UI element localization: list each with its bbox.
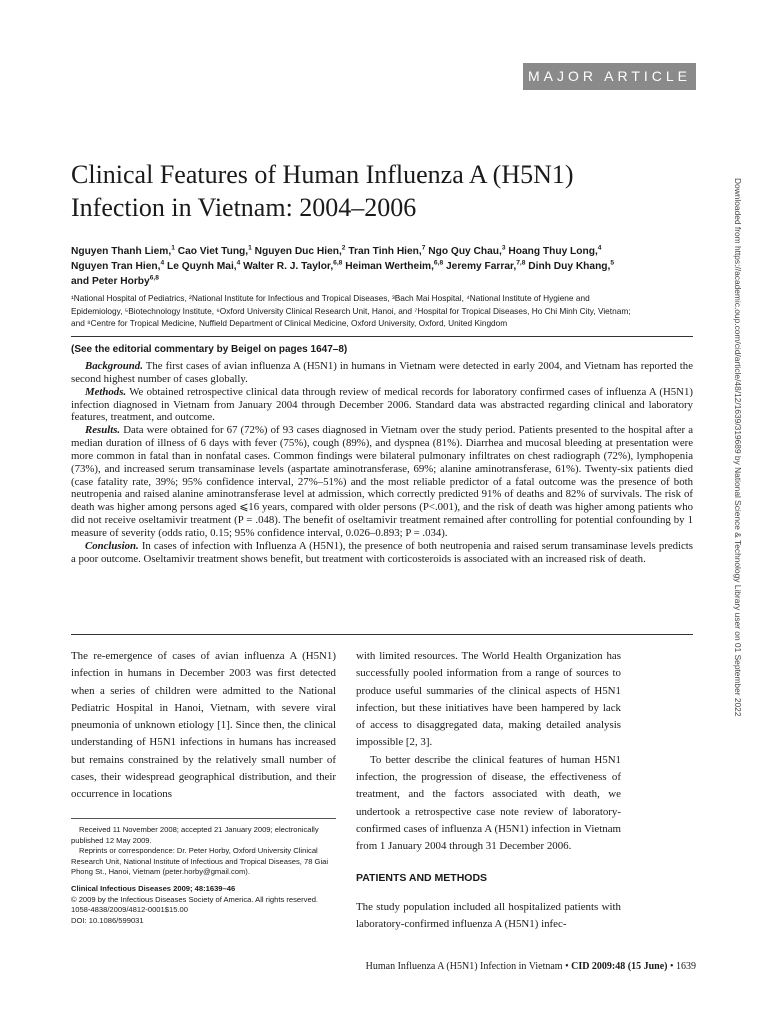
author-name: Tran Tinh Hien,$^7$ [348,244,426,257]
author-affiliation-marker: 1 [248,244,252,252]
footer-separator: • [669,961,676,972]
author-affiliation-marker: 5 [610,259,615,267]
page-footer [366,961,696,973]
author-name: Ngo Quy Chau,$^3$ [428,244,506,257]
editorial-note[interactable]: (See the editorial commentary by Beigel on pages 1647–8) [71,344,348,355]
download-notice: Downloaded from https://academic.oup.com/cid/article/48/12/1639/319689 by National Science & Technology Library user on 01 September 2022 [733,178,743,717]
abstract-methods [71,386,693,425]
author-name: Nguyen Duc Hien,$^2$ [254,244,346,257]
background-text: The first cases of avian influenza A (H5N1) in humans in Vietnam were detected in early 2004, and Vietnam has reported the second highest number of cases globally. [71,360,693,385]
body-column-left [71,648,336,804]
abstract-results [71,424,693,540]
author-name: and Peter Horby$^{6,8}$ [71,274,159,287]
received-note: Received 11 November 2008; accepted 21 January 2009; electronically published 12 May 2009. [71,825,319,845]
author-name: Heiman Wertheim,$^{6,8}$ [345,259,444,272]
conclusion-text: In cases of infection with Influenza A (H5N1), the presence of both neutropenia and raised serum transaminase levels predicts a poor outcome. Oseltamivir treatment shows benefit, but treatment with corticosteroids is associated with an increased risk of death. [71,539,693,565]
reprints-note: Reprints or correspondence: Dr. Peter Horby, Oxford University Clinical Research Unit, National Institute of Infectious and Tropical Diseases, 78 Giai Phong St., Hanoi, Vietnam (peter.horby@gmail.com). [71,846,329,877]
author-affiliation-marker: 1 [171,244,175,252]
abstract-conclusion [71,540,693,566]
results-label: Results. [85,424,121,437]
abstract-background [71,360,693,386]
body-column-right [356,648,621,933]
author-affiliation-marker: 6,8 [433,259,444,267]
author-name: Dinh Duy Khang,$^5$ [528,259,615,272]
author-affiliation-marker: 2 [341,244,346,252]
author-name: Jeremy Farrar,$^{7,8}$ [445,259,526,272]
abstract [71,360,693,566]
author-affiliation-marker: 4 [236,259,241,267]
author-name: Cao Viet Tung,$^1$ [177,244,252,257]
copyright-note: © 2009 by the Infectious Diseases Society of America. All rights reserved. [71,894,319,904]
results-text: Data were obtained for 67 (72%) of 93 cases diagnosed in Vietnam over the study period. Patients presented to the hospital after a median duration of illness of 6 days with fever (75%), cough (89%), and dyspnea (81%). Diarrhea and mucosal bleeding at presentation were more common in fatal than in nonfatal cases. Common findings were bilateral pulmonary infiltrates on chest radiograph (72%), lymphopenia (73%), and increased serum transaminase levels (aspartate aminotransferase, 69%; alanine aminotransferase, 61%). Twenty-six patients died (case fatality rate, 39%; 95% confidence interval, 27%–51%) and the most reliable predictor of a fatal outcome was the presence of both neutropenia and raised alanine aminotransferase level at admission, which correctly predicted 91% of deaths and 82% of survivals. The risk of death was higher among persons aged ⩽16 years, compared with older persons (P<.001), and the risk of death was higher among patients who did not receive oseltamivir treatment (P = .048). The benefit of oseltamivir treatment remained after controlling for potential confounding by 1 measure of severity (odds ratio, 0.15; 95% confidence interval, 0.026–0.893; P = .034). [71,424,693,539]
affiliations: ¹National Hospital of Pediatrics, ²National Institute for Infectious and Tropical Diseases, ³Bach Mai Hospital, ⁴National Institute of Hygiene and Epidemiology, ⁵Biotechnology Institute, ⁶Oxford University Clinical Research Unit, Hanoi, and ⁷Hospital for Tropical Diseases, Ho Chi Minh City, Vietnam; and ⁸Centre for Tropical Medicine, Nuffield Department of Clinical Medicine, Oxford University, Oxford, United Kingdom [71,293,631,328]
section-heading: PATIENTS AND METHODS [356,871,488,884]
author-affiliation-marker: 6,8 [149,274,159,282]
author-name: Le Quynh Mai,$^4$ [166,259,241,272]
author-affiliation-marker: 7,8 [516,259,526,267]
author-name: Walter R. J. Taylor,$^{6,8}$ [243,259,343,272]
author-name: Hoang Thuy Long,$^4$ [508,244,602,257]
author-affiliation-marker: 3 [501,244,506,252]
journal-reference: CID 2009:48 (15 June) [571,961,668,972]
body-paragraph: To better describe the clinical features of human H5N1 infection, the progression of disease, the effectiveness of treatment, and the factors associated with death, we undertook a retrospective case note review of laboratory-confirmed cases of influenza A (H5N1) infection in Vietnam from 1 January 2004 through 31 December 2006. [356,753,621,853]
article-title: Clinical Features of Human Influenza A (H5N1) Infection in Vietnam: 2004–2006 [71,160,574,222]
author-list [71,244,631,289]
author-affiliation-marker: 4 [597,244,602,252]
footer-separator: • [565,961,572,972]
page-number: 1639 [676,961,696,972]
background-label: Background. [85,360,143,372]
author-affiliation-marker: 7 [421,244,426,252]
body-paragraph: The re-emergence of cases of avian influenza A (H5N1) infection in humans in December 2003 was first detected when a series of children were admitted to the National Pediatric Hospital in Hanoi, Vietnam, with severe viral pneumonia of unknown etiology [1]. Since then, the clinical understanding of H5N1 infections in humans has increased but remains constrained by the relatively small number of cases, their widespread geographical distribution, and their occurrence in locations [71,650,336,801]
body-paragraph: with limited resources. The World Health Organization has successfully pooled information from a range of sources to produce useful summaries of the clinical aspects of H5N1 infection, but these initiatives have been hampered by lack of access to disaggregated data, making detailed analysis impossible [2, 3]. [356,650,621,749]
journal-citation: Clinical Infectious Diseases 2009; 48:1639–46 [71,883,236,893]
issn-note: 1058-4838/2009/4812-0001$15.00 [71,905,188,915]
running-title: Human Influenza A (H5N1) Infection in Vietnam [365,961,563,972]
abstract-divider [71,634,693,635]
footnote-divider [71,818,336,819]
article-type-badge: MAJOR ARTICLE [523,63,696,90]
author-name: Nguyen Thanh Liem,$^1$ [71,244,175,257]
download-watermark [733,178,747,878]
author-affiliation-marker: 4 [160,259,165,267]
body-paragraph: The study population included all hospitalized patients with laboratory-confirmed influenza A (H5N1) infec- [356,900,621,931]
footnotes [71,825,336,926]
author-affiliation-marker: 6,8 [333,259,343,267]
doi-note[interactable]: DOI: 10.1086/599031 [71,915,144,925]
conclusion-label: Conclusion. [85,539,139,552]
methods-label: Methods. [85,385,127,398]
author-name: Nguyen Tran Hien,$^4$ [71,259,165,272]
methods-text: We obtained retrospective clinical data through review of medical records for laboratory confirmed cases of influenza A (H5N1) infection diagnosed in Vietnam from January 2004 through December 2006. Standard data was abstracted regarding clinical and laboratory features, treatment, and outcome. [71,385,693,424]
header-divider [71,336,693,337]
